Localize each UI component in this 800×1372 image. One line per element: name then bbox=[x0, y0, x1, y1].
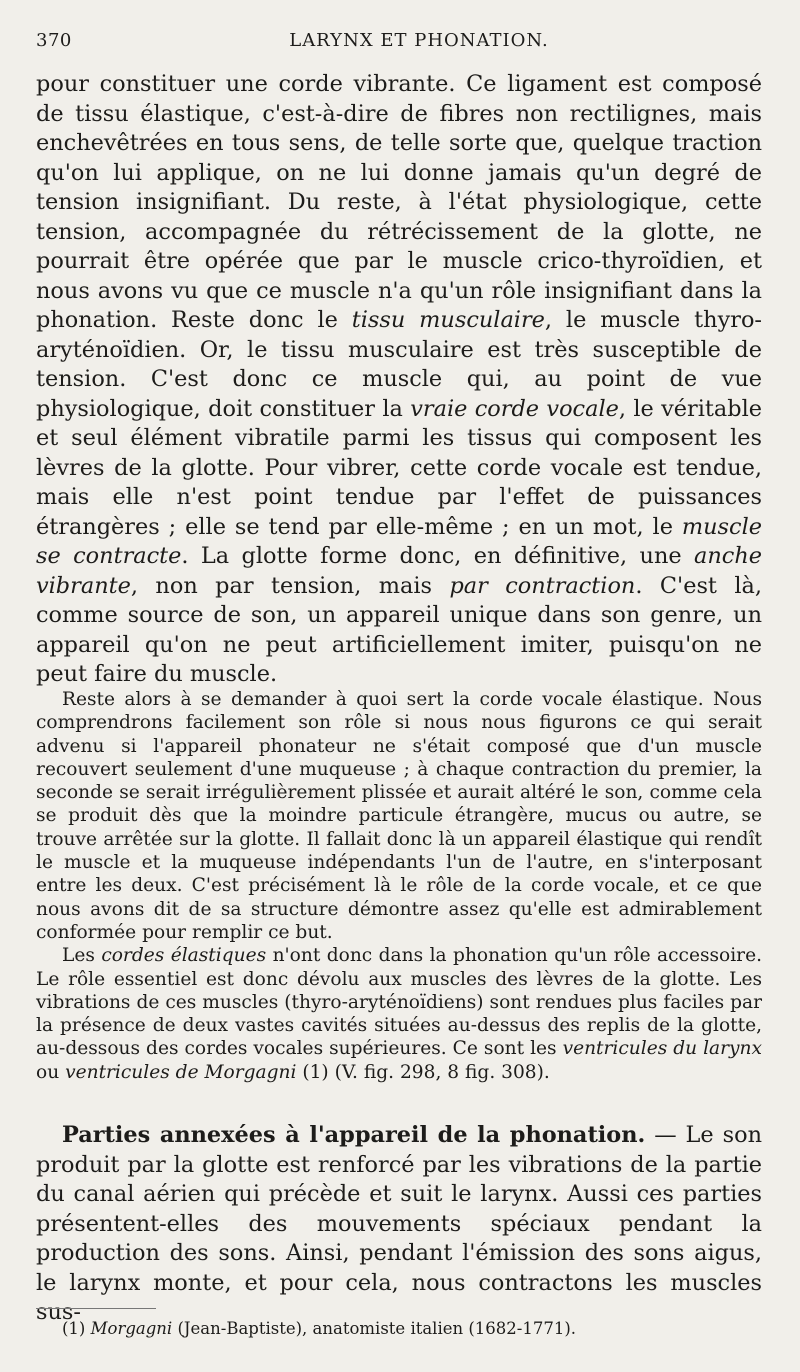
italic-term: vraie corde vocale bbox=[410, 395, 619, 422]
footnote-divider bbox=[36, 1308, 156, 1309]
small-print-text bbox=[36, 688, 762, 1084]
text-segment: ou bbox=[36, 1061, 66, 1083]
section-text: — Le son produit par la glotte est renforcé par les vibrations de la partie du canal aérien qui précède et suit le larynx. Aussi ces parties présentent-elles des mouvements spéciaux pendant la production des sons. Ainsi, pendant l'émission des sons aigus, le larynx monte, et pour cela, nous contractons les muscles sus- bbox=[36, 1122, 762, 1325]
footnote-text: (Jean-Baptiste), anatomiste italien (1682-1771). bbox=[172, 1319, 577, 1338]
text-segment: Les bbox=[62, 945, 102, 967]
section-heading: Parties annexées à l'appareil de la phonation. bbox=[62, 1122, 646, 1148]
text-segment: . La glotte forme donc, en définitive, une bbox=[181, 543, 695, 569]
italic-term: cordes élastiques bbox=[101, 945, 267, 967]
footnote-name: Morgagni bbox=[90, 1319, 173, 1338]
section-paragraph bbox=[36, 1121, 762, 1328]
italic-term: muscle se contracte bbox=[36, 513, 762, 569]
text-segment: . C'est là, comme source de son, un appareil unique dans son genre, un appareil qu'on ne peut artificiellement imiter, puisqu'on ne peut faire du muscle. bbox=[36, 572, 762, 687]
paragraph-elastic-cord: Reste alors à se demander à quoi sert la corde vocale élastique. Nous comprendrons facilement son rôle si nous nous figurons ce qui serait advenu si l'appareil phonateur ne s'était composé que d'un muscle recouvert seulement d'une muqueuse ; à chaque contraction du premier, la seconde se serait irrégulièrement plissée et aurait altéré le son, comme cela se produit dès que la moindre particule étrangère, mucus ou autre, se trouve arrêtée sur la glotte. Il fallait donc là un appareil élastique qui rendît le muscle et la muqueuse indépendants l'un de l'autre, en s'interposant entre les deux. C'est précisément là le rôle de la corde vocale, et ce que nous avons dit de sa structure démontre assez qu'elle est admirablement conformée pour remplir ce but. bbox=[36, 689, 762, 943]
footnote-marker: (1) bbox=[62, 1319, 91, 1338]
page-number: 370 bbox=[36, 30, 72, 51]
running-head: LARYNX ET PHONATION. bbox=[289, 30, 549, 51]
text-segment: pour constituer une corde vibrante. Ce ligament est composé de tissu élastique, c'est-à-dire de fibres non rectilignes, mais enchevêtrées en tous sens, de telle sorte que, quelque traction qu'on lui applique, on ne lui donne jamais qu'un degré de tension insignifiant. Du reste, à l'état physiologique, cette tension, accompagnée du rétrécissement de la glotte, ne pourrait être opérée que par le muscle crico-thyroïdien, et nous avons vu que ce muscle n'a qu'un rôle insignifiant dans la phonation. Reste donc le bbox=[36, 71, 762, 333]
text-segment: n'ont donc dans la phonation qu'un rôle accessoire. Le rôle essentiel est donc dévolu aux muscles des lèvres de la glotte. Les vibrations de ces muscles (thyro-aryténoïdiens) sont rendues plus faciles par la présence de deux vastes cavités situées au-dessus des replis de la glotte, au-dessous des cordes vocales supérieures. Ce sont les bbox=[36, 945, 762, 1060]
italic-term: anche vibrante bbox=[36, 543, 762, 599]
main-text bbox=[36, 70, 762, 690]
italic-term: ventricules de Morgagni bbox=[65, 1061, 297, 1083]
section-annexed-parts bbox=[36, 1121, 762, 1328]
text-segment: , le véritable et seul élément vibratile parmi les tissus qui composent les lèvres de la glotte. Pour vibrer, cette corde vocale est tendue, mais elle n'est point tendue par l'effet de puissances étrangères ; elle se tend par elle-même ; en un mot, le bbox=[36, 395, 762, 540]
text-segment: , non par tension, mais bbox=[130, 572, 450, 599]
italic-term: par contraction bbox=[449, 572, 636, 599]
page-header bbox=[36, 30, 762, 60]
paragraph-ventricles bbox=[36, 944, 762, 1084]
italic-term: ventricules du larynx bbox=[562, 1038, 762, 1060]
footnote bbox=[36, 1318, 762, 1340]
text-segment: (1) (V. fig. 298, 8 fig. 308). bbox=[296, 1061, 550, 1083]
italic-term: tissu musculaire bbox=[351, 307, 545, 333]
text-segment: , le muscle thyro-aryténoïdien. Or, le tissu musculaire est très susceptible de tension. C'est donc ce muscle qui, au point de vue physiologique, doit constituer la bbox=[36, 307, 762, 422]
paragraph-vocal-cord bbox=[36, 70, 762, 690]
